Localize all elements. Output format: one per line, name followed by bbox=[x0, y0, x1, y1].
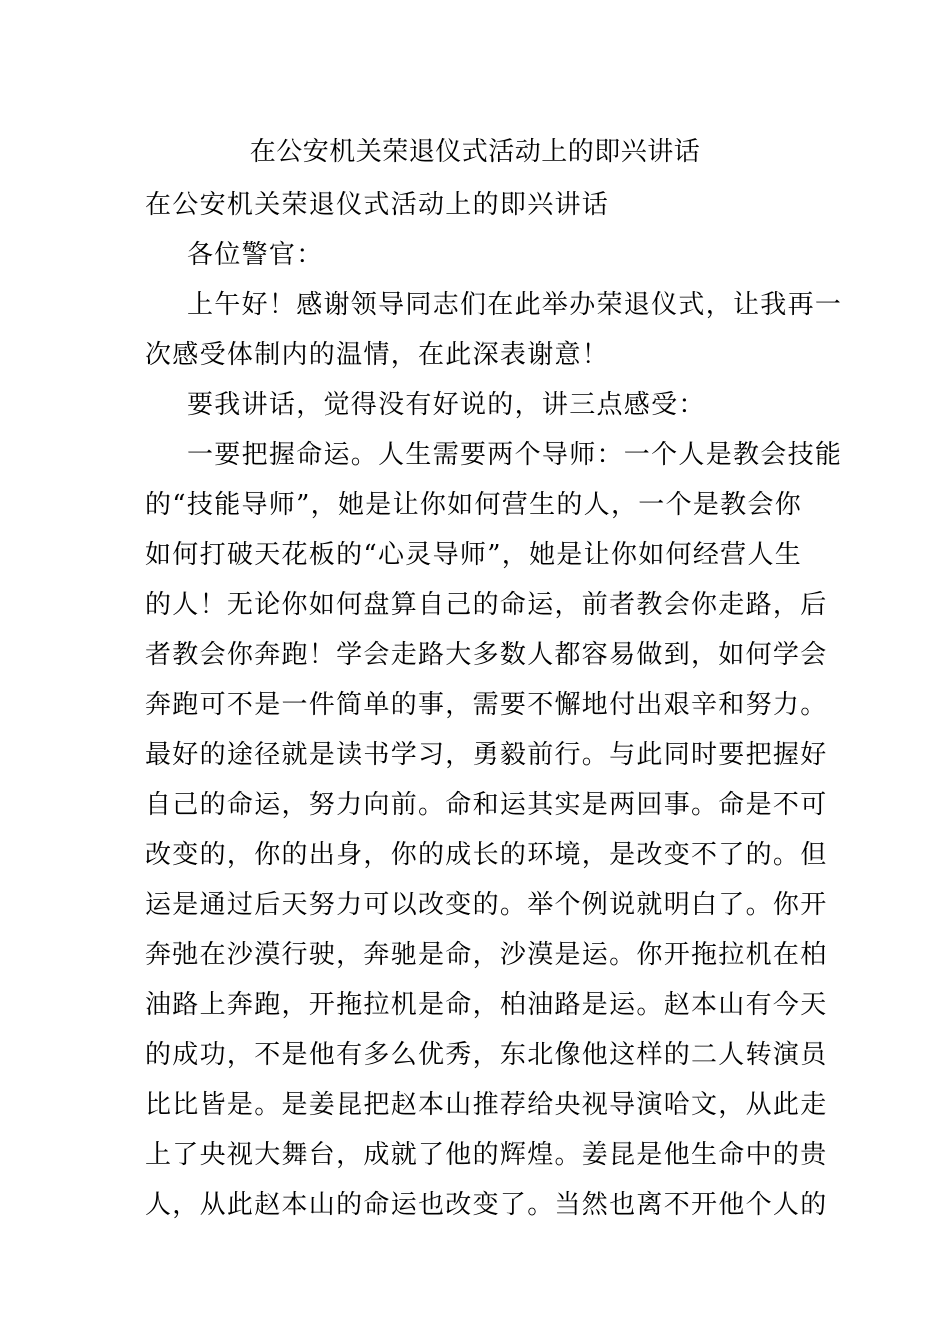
body-line: 油路上奔跑，开拖拉机是命，柏油路是运。赵本山有今天 bbox=[145, 990, 828, 1020]
body-line-salutation: 各位警官： bbox=[187, 240, 324, 270]
body-line: 奔弛在沙漠行驶，奔驰是命，沙漠是运。你开拖拉机在柏 bbox=[145, 940, 828, 970]
body-line: 比比皆是。是姜昆把赵本山推荐给央视导演哈文，从此走 bbox=[145, 1090, 828, 1120]
body-line: 改变的，你的出身，你的成长的环境，是改变不了的。但 bbox=[145, 840, 828, 870]
body-line: 如何打破天花板的“心灵导师”，她是让你如何经营人生 bbox=[145, 540, 803, 570]
body-line: 次感受体制内的温情，在此深表谢意！ bbox=[145, 340, 610, 370]
document-title: 在公安机关荣退仪式活动上的即兴讲话 bbox=[249, 137, 701, 167]
body-line: 人，从此赵本山的命运也改变了。当然也离不开他个人的 bbox=[145, 1190, 828, 1220]
body-line: 奔跑可不是一件简单的事，需要不懈地付出艰辛和努力。 bbox=[145, 690, 828, 720]
document-body bbox=[145, 180, 843, 1230]
body-line-heading: 在公安机关荣退仪式活动上的即兴讲话 bbox=[145, 190, 610, 220]
body-line: 一要把握命运。人生需要两个导师：一个人是教会技能 bbox=[187, 440, 843, 470]
body-line: 上午好！感谢领导同志们在此举办荣退仪式，让我再一 bbox=[187, 290, 843, 320]
body-line: 最好的途径就是读书学习，勇毅前行。与此同时要把握好 bbox=[145, 740, 828, 770]
body-line: 上了央视大舞台，成就了他的辉煌。姜昆是他生命中的贵 bbox=[145, 1140, 828, 1170]
body-line: 的成功，不是他有多么优秀，东北像他这样的二人转演员 bbox=[145, 1040, 828, 1070]
body-line: 的人！无论你如何盘算自己的命运，前者教会你走路，后 bbox=[145, 590, 828, 620]
body-line: 的“技能导师”，她是让你如何营生的人，一个是教会你 bbox=[145, 490, 803, 520]
body-line: 自己的命运，努力向前。命和运其实是两回事。命是不可 bbox=[145, 790, 828, 820]
body-line: 要我讲话，觉得没有好说的，讲三点感受： bbox=[187, 390, 706, 420]
body-line: 运是通过后天努力可以改变的。举个例说就明白了。你开 bbox=[145, 890, 828, 920]
body-line: 者教会你奔跑！学会走路大多数人都容易做到，如何学会 bbox=[145, 640, 828, 670]
